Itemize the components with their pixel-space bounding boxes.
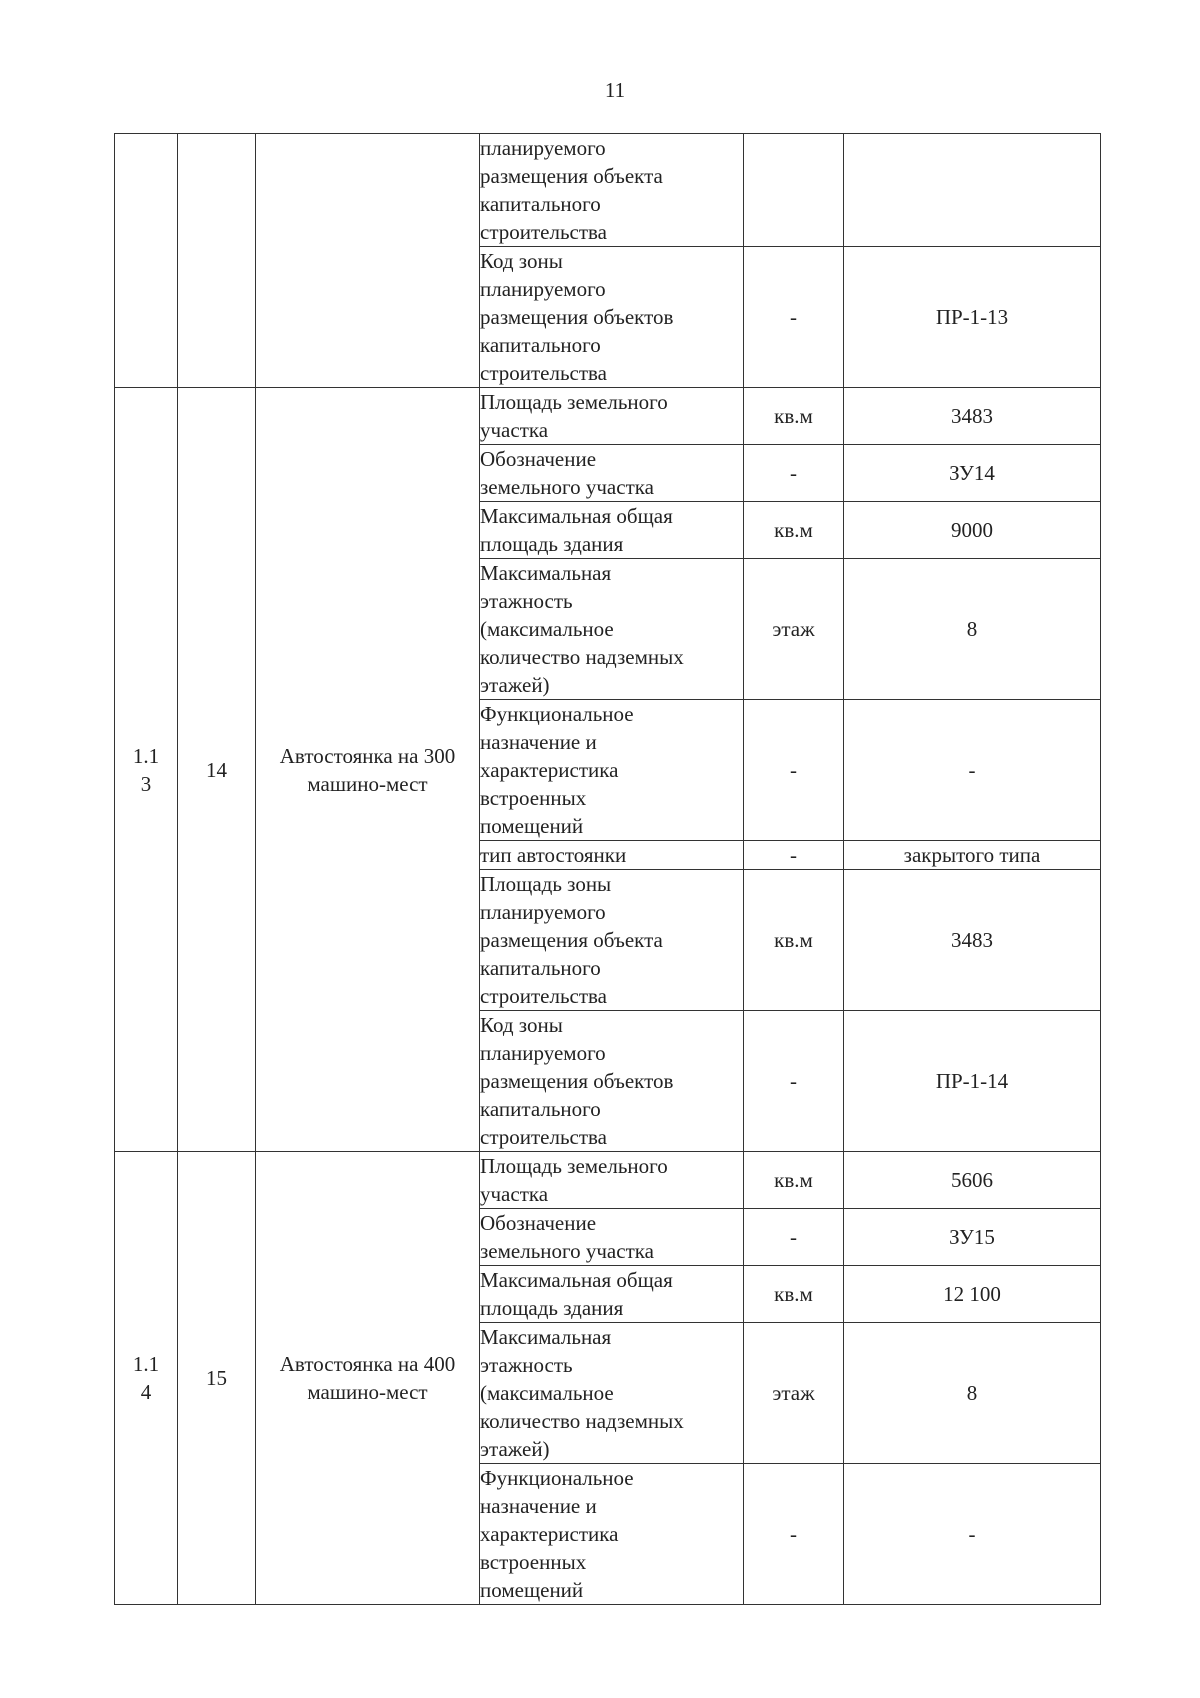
param-cell [480, 1464, 744, 1605]
unit-cell: кв.м [744, 388, 844, 445]
param-line: планируемого [480, 900, 606, 924]
param-line: капитального [480, 956, 601, 980]
unit-cell: - [744, 841, 844, 870]
param-cell [480, 700, 744, 841]
param-line: строительства [480, 1125, 608, 1149]
item-number-line: 4 [140, 1380, 152, 1404]
page-number: 11 [604, 78, 626, 102]
param-cell [480, 1323, 744, 1464]
param-line: этажность [480, 1353, 573, 1377]
param-line: строительства [480, 984, 608, 1008]
value-cell: 5606 [844, 1152, 1101, 1209]
value-cell: 9000 [844, 502, 1101, 559]
param-cell [480, 1266, 744, 1323]
param-line: этажей) [480, 1437, 550, 1461]
item-number-line: 3 [140, 771, 152, 796]
unit-cell [744, 134, 844, 247]
param-line: встроенных [480, 786, 587, 810]
param-line: строительства [480, 220, 608, 244]
unit-cell: - [744, 247, 844, 388]
table-row [115, 1152, 1101, 1209]
param-cell [480, 445, 744, 502]
param-line: капитального [480, 333, 601, 357]
unit-cell: - [744, 1209, 844, 1266]
param-cell [480, 247, 744, 388]
param-line: Площадь земельного [480, 1154, 668, 1178]
object-name-cell [256, 1152, 480, 1605]
param-line: (максимальное [480, 617, 614, 641]
param-line: Обозначение [480, 1211, 597, 1235]
param-line: Функциональное [480, 1466, 634, 1490]
unit-cell: - [744, 445, 844, 502]
param-cell [480, 502, 744, 559]
param-line: размещения объектов [480, 1069, 674, 1093]
param-line: капитального [480, 1097, 601, 1121]
param-line: Максимальная [480, 1325, 612, 1349]
object-name-line: Автостоянка на 300 [279, 743, 456, 768]
param-line: встроенных [480, 1550, 587, 1574]
param-line: земельного участка [480, 475, 654, 499]
param-line: помещений [480, 814, 584, 838]
param-line: планируемого [480, 1041, 606, 1065]
value-cell: - [844, 700, 1101, 841]
object-name-cell [256, 388, 480, 1152]
value-cell: ПР-1-13 [844, 247, 1101, 388]
object-name-line: машино-мест [307, 1380, 428, 1404]
param-cell [480, 1209, 744, 1266]
table-row [115, 134, 1101, 247]
param-line: Максимальная общая [480, 504, 673, 528]
empty-cell [115, 134, 178, 388]
param-cell [480, 1011, 744, 1152]
object-name-line: машино-мест [307, 771, 428, 796]
param-line: площадь здания [480, 1296, 624, 1320]
param-line: (максимальное [480, 1381, 614, 1405]
unit-cell: этаж [744, 1323, 844, 1464]
param-line: Код зоны [480, 249, 563, 273]
param-line: площадь здания [480, 532, 624, 556]
value-cell: 3483 [844, 870, 1101, 1011]
param-line: Площадь земельного [480, 390, 668, 414]
value-cell: ЗУ15 [844, 1209, 1101, 1266]
unit-cell: кв.м [744, 502, 844, 559]
param-line: участка [480, 418, 549, 442]
param-cell [480, 559, 744, 700]
unit-cell: кв.м [744, 870, 844, 1011]
unit-cell: кв.м [744, 1266, 844, 1323]
param-line: количество надземных [480, 1409, 684, 1433]
param-line: характеристика [480, 758, 619, 782]
param-line: размещения объектов [480, 305, 674, 329]
position-cell: 14 [178, 388, 256, 1152]
param-cell [480, 1152, 744, 1209]
param-line: земельного участка [480, 1239, 654, 1263]
param-cell [480, 388, 744, 445]
param-line: размещения объекта [480, 928, 663, 952]
param-line: размещения объекта [480, 164, 663, 188]
item-number-line: 1.1 [132, 1352, 160, 1376]
param-line: Площадь зоны [480, 872, 612, 896]
param-line: количество надземных [480, 645, 684, 669]
unit-cell: - [744, 1464, 844, 1605]
item-number-cell [115, 1152, 178, 1605]
param-line: этажность [480, 589, 573, 613]
param-line: планируемого [480, 277, 606, 301]
value-cell: 12 100 [844, 1266, 1101, 1323]
param-line: Функциональное [480, 702, 634, 726]
param-line: этажей) [480, 673, 550, 697]
param-line: тип автостоянки [480, 843, 627, 867]
value-cell: закрытого типа [844, 841, 1101, 870]
param-line: строительства [480, 361, 608, 385]
param-line: помещений [480, 1578, 584, 1602]
value-cell [844, 134, 1101, 247]
object-name-line: Автостоянка на 400 [279, 1352, 456, 1376]
param-line: Максимальная [480, 561, 612, 585]
unit-cell: - [744, 700, 844, 841]
param-line: Код зоны [480, 1013, 563, 1037]
position-cell: 15 [178, 1152, 256, 1605]
param-line: участка [480, 1182, 549, 1206]
empty-cell [256, 134, 480, 388]
table-row [115, 388, 1101, 445]
item-number-line: 1.1 [132, 743, 160, 768]
unit-cell: - [744, 1011, 844, 1152]
item-number-cell [115, 388, 178, 1152]
unit-cell: этаж [744, 559, 844, 700]
param-line: характеристика [480, 1522, 619, 1546]
param-line: назначение и [480, 1494, 597, 1518]
empty-cell [178, 134, 256, 388]
param-line: Максимальная общая [480, 1268, 673, 1292]
param-cell [480, 870, 744, 1011]
value-cell: 8 [844, 559, 1101, 700]
param-cell [480, 841, 744, 870]
value-cell: - [844, 1464, 1101, 1605]
param-cell [480, 134, 744, 247]
value-cell: 8 [844, 1323, 1101, 1464]
value-cell: ЗУ14 [844, 445, 1101, 502]
unit-cell: кв.м [744, 1152, 844, 1209]
value-cell: 3483 [844, 388, 1101, 445]
param-line: планируемого [480, 136, 606, 160]
param-line: Обозначение [480, 447, 597, 471]
value-cell: ПР-1-14 [844, 1011, 1101, 1152]
param-line: капитального [480, 192, 601, 216]
parameters-table [114, 133, 1101, 1605]
param-line: назначение и [480, 730, 597, 754]
